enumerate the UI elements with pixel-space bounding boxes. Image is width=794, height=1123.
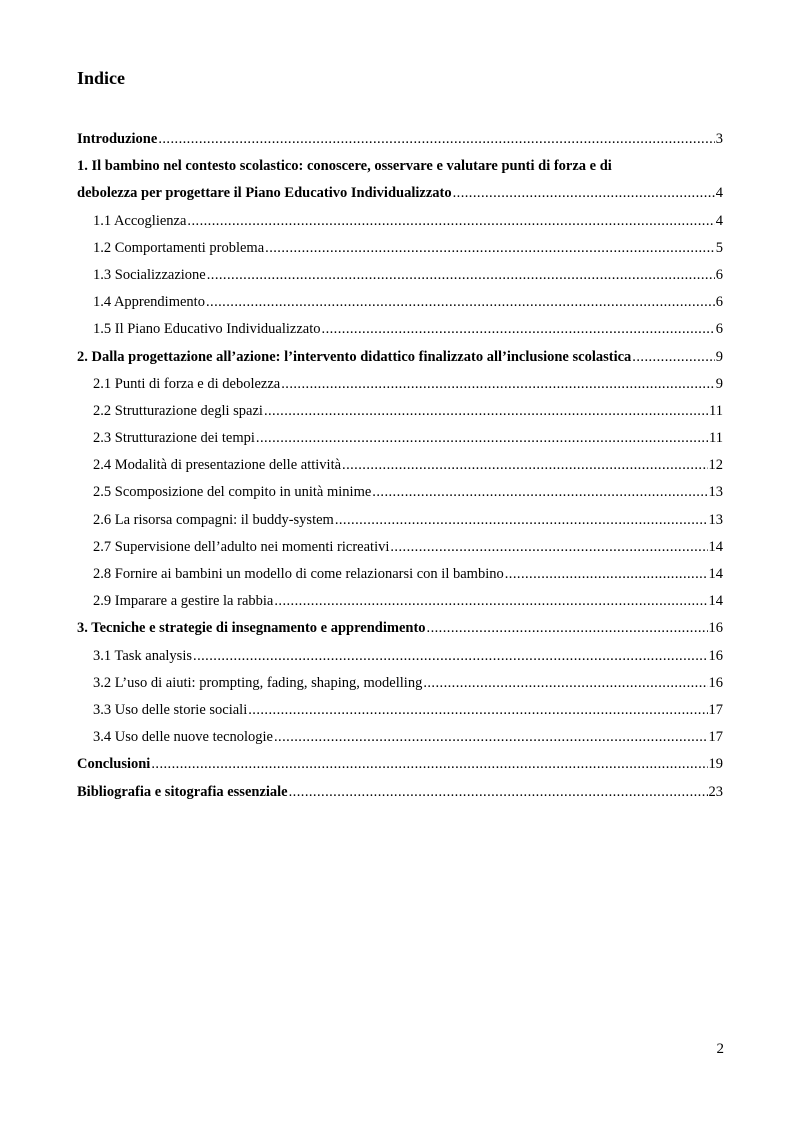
toc-entry[interactable] bbox=[77, 534, 723, 561]
dot-leader bbox=[206, 294, 715, 311]
toc-entry-page: 19 bbox=[708, 756, 723, 773]
toc-entry-page: 17 bbox=[708, 729, 723, 746]
dot-leader bbox=[256, 430, 708, 447]
toc-entry[interactable] bbox=[77, 398, 723, 425]
dot-leader bbox=[453, 185, 715, 202]
toc-entry-title-line[interactable]: 1. Il bambino nel contesto scolastico: conoscere, osservare e valutare punti di forza e di bbox=[77, 158, 612, 175]
toc-entry-page: 3 bbox=[715, 131, 723, 147]
toc-entry-title: 2.7 Supervisione dell’adulto nei momenti ricreativi bbox=[93, 538, 390, 555]
dot-leader bbox=[193, 648, 707, 665]
toc-entry-title: 2.1 Punti di forza e di debolezza bbox=[93, 375, 281, 392]
dot-leader bbox=[187, 213, 714, 230]
toc-entry-page: 13 bbox=[708, 484, 723, 501]
toc-entry-title: 2. Dalla progettazione all’azione: l’intervento didattico finalizzato all’inclusione scolastica bbox=[77, 348, 632, 365]
toc-entry[interactable] bbox=[77, 208, 723, 235]
toc-entry-title: debolezza per progettare il Piano Educativo Individualizzato bbox=[77, 185, 452, 202]
toc-entry-page: 4 bbox=[715, 185, 723, 202]
toc-entry[interactable] bbox=[77, 697, 723, 724]
toc-entry-title: Bibliografia e sitografia essenziale bbox=[77, 783, 288, 800]
dot-leader bbox=[264, 403, 708, 420]
dot-leader bbox=[281, 376, 715, 393]
toc-entry-page: 5 bbox=[715, 239, 723, 256]
page-number: 2 bbox=[716, 1041, 724, 1057]
toc-entry-title: 3.4 Uso delle nuove tecnologie bbox=[93, 729, 273, 746]
toc-entry-page: 9 bbox=[715, 348, 723, 365]
dot-leader bbox=[372, 484, 707, 501]
toc-entry[interactable] bbox=[77, 670, 723, 697]
toc-entry-title: 2.5 Scomposizione del compito in unità minime bbox=[93, 484, 372, 501]
toc-entry-title: 2.6 La risorsa compagni: il buddy-system bbox=[93, 511, 334, 528]
toc-entry[interactable] bbox=[77, 180, 723, 207]
toc-entry-title: 1.2 Comportamenti problema bbox=[93, 239, 265, 256]
dot-leader bbox=[335, 512, 708, 529]
toc-entry-title: 2.9 Imparare a gestire la rabbia bbox=[93, 593, 274, 610]
dot-leader bbox=[274, 729, 708, 746]
toc-entry-page: 6 bbox=[715, 294, 723, 311]
toc-entry-title: 1.4 Apprendimento bbox=[93, 294, 205, 311]
toc-entry-page: 16 bbox=[708, 647, 723, 664]
toc-entry-title: 1.5 Il Piano Educativo Individualizzato bbox=[93, 321, 321, 338]
dot-leader bbox=[265, 240, 715, 257]
toc-entry-page: 11 bbox=[709, 402, 723, 419]
toc-entry[interactable] bbox=[77, 561, 723, 588]
toc-entry[interactable] bbox=[77, 425, 723, 452]
toc-entry[interactable] bbox=[77, 615, 723, 642]
dot-leader bbox=[289, 784, 708, 801]
toc-entry[interactable] bbox=[77, 588, 723, 615]
dot-leader bbox=[151, 756, 707, 773]
toc-entry-page: 23 bbox=[708, 783, 723, 800]
toc-entry[interactable] bbox=[77, 507, 723, 534]
toc-entry[interactable] bbox=[77, 452, 723, 479]
toc-entry-page: 6 bbox=[715, 321, 723, 338]
toc-entry[interactable] bbox=[77, 643, 723, 670]
dot-leader bbox=[274, 593, 707, 610]
toc-entry-title: 2.4 Modalità di presentazione delle attività bbox=[93, 457, 342, 474]
toc-entry-title: Conclusioni bbox=[77, 756, 151, 773]
toc-entry-page: 14 bbox=[708, 566, 723, 582]
toc-entry-title: 2.2 Strutturazione degli spazi bbox=[93, 402, 263, 419]
page-title: Indice bbox=[77, 68, 126, 88]
toc-entry-title: 3. Tecniche e strategie di insegnamento e apprendimento bbox=[77, 620, 426, 637]
toc-entry-title: 2.3 Strutturazione dei tempi bbox=[93, 430, 255, 447]
toc-entry-page: 14 bbox=[708, 538, 723, 555]
toc-entry[interactable] bbox=[77, 235, 723, 262]
toc-entry-title: 2.8 Fornire ai bambini un modello di come relazionarsi con il bambino bbox=[93, 566, 504, 582]
dot-leader bbox=[248, 702, 707, 719]
toc-entry-page: 13 bbox=[708, 511, 723, 528]
dot-leader bbox=[505, 566, 708, 583]
toc-entry[interactable] bbox=[77, 724, 723, 751]
dot-leader bbox=[632, 349, 714, 366]
dot-leader bbox=[342, 457, 707, 474]
dot-leader bbox=[158, 131, 714, 148]
toc-entry-page: 9 bbox=[715, 375, 723, 392]
dot-leader bbox=[423, 675, 707, 692]
toc-entry-page: 17 bbox=[708, 701, 723, 718]
toc-entry[interactable] bbox=[77, 126, 723, 153]
toc-entry-title: Introduzione bbox=[77, 131, 158, 147]
toc-entry-page: 12 bbox=[708, 457, 723, 474]
toc-entry[interactable] bbox=[77, 479, 723, 506]
dot-leader bbox=[427, 620, 708, 637]
toc-entry-title: 1.1 Accoglienza bbox=[93, 212, 187, 229]
table-of-contents bbox=[77, 126, 723, 806]
toc-entry-page: 14 bbox=[708, 593, 723, 610]
toc-entry[interactable] bbox=[77, 289, 723, 316]
toc-entry[interactable] bbox=[77, 316, 723, 343]
toc-entry[interactable] bbox=[77, 779, 723, 806]
dot-leader bbox=[207, 267, 715, 284]
toc-entry[interactable] bbox=[77, 371, 723, 398]
dot-leader bbox=[390, 539, 707, 556]
toc-entry-page: 16 bbox=[708, 620, 723, 637]
toc-entry-page: 16 bbox=[708, 674, 723, 691]
toc-entry-page: 11 bbox=[709, 430, 723, 447]
toc-entry[interactable] bbox=[77, 262, 723, 289]
toc-entry-title: 3.3 Uso delle storie sociali bbox=[93, 701, 248, 718]
toc-entry-title: 3.2 L’uso di aiuti: prompting, fading, shaping, modelling bbox=[93, 674, 423, 691]
toc-entry-title: 1.3 Socializzazione bbox=[93, 266, 206, 283]
toc-entry-page: 4 bbox=[715, 212, 723, 229]
toc-entry[interactable] bbox=[77, 344, 723, 371]
toc-entry-title: 3.1 Task analysis bbox=[93, 647, 193, 664]
dot-leader bbox=[322, 321, 715, 338]
toc-entry[interactable] bbox=[77, 751, 723, 778]
toc-entry-page: 6 bbox=[715, 266, 723, 283]
